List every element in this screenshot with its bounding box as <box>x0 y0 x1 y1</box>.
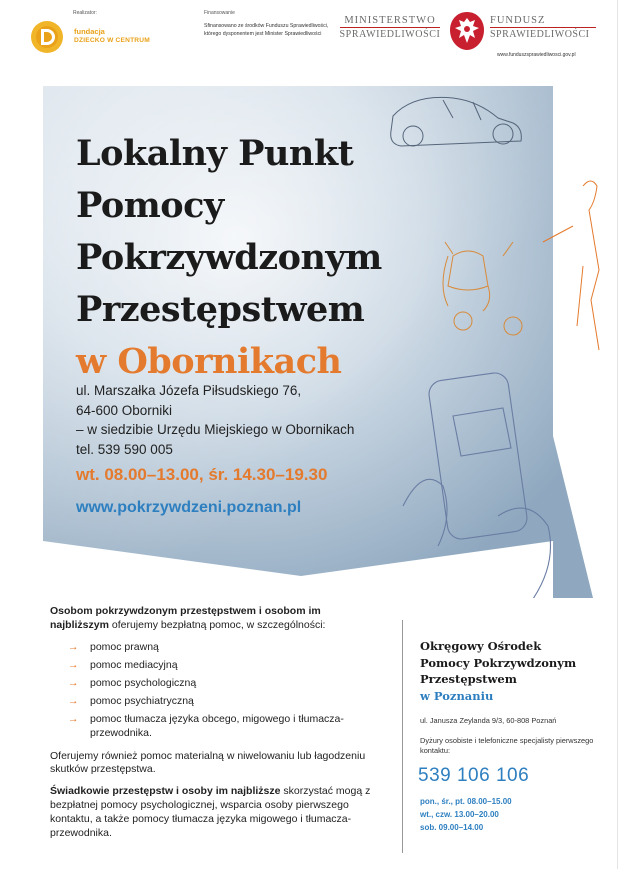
title-line-1: Lokalny Punkt <box>76 133 354 174</box>
fund-line2: SPRAWIEDLIWOŚCI <box>490 29 590 40</box>
center-title-line-2: Pomocy Pokrzywdzonym <box>420 655 577 670</box>
illustration-line-art <box>343 86 617 598</box>
logo-line2: DZIECKO W CENTRUM <box>74 37 150 44</box>
arrow-right-icon: → <box>68 712 79 725</box>
title-line-3: Pokrzywdzonym <box>76 237 382 278</box>
ministry-logo <box>338 15 442 40</box>
hero-title <box>76 128 382 388</box>
witnesses-rest: skorzystać mogą z bezpłatnej pomocy psychologicznej, wsparcia osoby pierwszego kontaktu, a także pomocy tłumacza języka migowego i tłumacza-przewodnika. <box>50 785 371 839</box>
arrow-right-icon: → <box>68 694 79 707</box>
title-line-2: Pomocy <box>76 185 224 226</box>
schedule-line: sob. 09.00–14.00 <box>420 822 484 832</box>
fund-logo <box>490 15 596 40</box>
ministry-line1: MINISTERSTWO <box>344 15 436 26</box>
header <box>0 0 618 80</box>
witnesses-bold: Świadkowie przestępstw i osoby im najbliższe <box>50 785 281 798</box>
witnesses-text <box>50 785 380 840</box>
opening-hours: wt. 08.00–13.00, śr. 14.30–19.30 <box>76 465 328 484</box>
list-item: → pomoc mediacyjną <box>68 658 178 671</box>
center-location: w Poznaniu <box>420 688 494 703</box>
offer-intro <box>50 605 380 633</box>
material-help-text: Oferujemy również pomoc materialną w niwelowaniu lub łagodzeniu skutków przestępstwa. <box>50 749 366 776</box>
regional-center-box <box>402 620 607 853</box>
offer-section <box>50 605 380 848</box>
center-title-line-1: Okręgowy Ośrodek <box>420 639 542 653</box>
arrow-right-icon: → <box>68 658 79 671</box>
schedule-line: wt., czw. 13.00–20.00 <box>420 809 499 819</box>
hero-address <box>76 381 354 459</box>
title-location: w Obornikach <box>76 341 342 382</box>
address-line-3: – w siedzibie Urzędu Miejskiego w Obornikach <box>76 422 355 437</box>
center-address: ul. Janusza Zeylanda 9/3, 60-808 Poznań <box>420 716 557 725</box>
fund-url: www.funduszsprawiedliwosci.gov.pl <box>497 52 576 58</box>
financing-text: Sfinansowano ze środków Funduszu Sprawiedliwości, którego dysponentem jest Minister Sprawiedliwości <box>204 23 329 37</box>
list-item: → pomoc tłumacza języka obcego, migowego i tłumacza-przewodnika. <box>68 712 344 739</box>
address-line-2: 64-600 Oborniki <box>76 402 173 418</box>
offer-intro-bold: Osobom pokrzywdzonym przestępstwem i osobom im najbliższym <box>50 605 321 631</box>
list-item: → pomoc psychiatryczną <box>68 694 194 707</box>
center-schedule <box>420 796 512 834</box>
website-link[interactable]: www.pokrzywdzeni.poznan.pl <box>76 499 302 516</box>
title-line-4: Przestępstwem <box>76 289 365 330</box>
help-list <box>68 641 380 741</box>
list-item: → pomoc psychologiczną <box>68 676 197 689</box>
address-phone: tel. 539 590 005 <box>76 441 173 457</box>
center-phone[interactable]: 539 106 106 <box>418 765 530 786</box>
schedule-line: pon., śr., pt. 08.00–15.00 <box>420 797 512 806</box>
arrow-right-icon: → <box>68 676 79 689</box>
eagle-emblem-icon <box>447 10 487 52</box>
list-item: → pomoc prawną <box>68 640 159 653</box>
logo-line1: fundacja <box>74 27 105 36</box>
duty-text: Dyżury osobiste i telefoniczne specjalisty pierwszego kontaktu: <box>420 736 594 755</box>
fundacja-logo-icon <box>30 20 64 54</box>
fundacja-logo-text <box>74 27 150 45</box>
fund-line1: FUNDUSZ <box>490 15 546 26</box>
realizator-label: Realizator: <box>73 10 97 16</box>
center-title <box>420 638 576 704</box>
financing-label: Finansowanie <box>204 10 235 16</box>
center-title-line-3: Przestępstwem <box>420 672 517 686</box>
offer-intro-rest: oferujemy bezpłatną pomoc, w szczególności: <box>108 618 326 631</box>
ministry-line2: SPRAWIEDLIWOŚCI <box>339 29 441 40</box>
arrow-right-icon: → <box>68 640 79 653</box>
address-line-1: ul. Marszałka Józefa Piłsudskiego 76, <box>76 383 302 398</box>
